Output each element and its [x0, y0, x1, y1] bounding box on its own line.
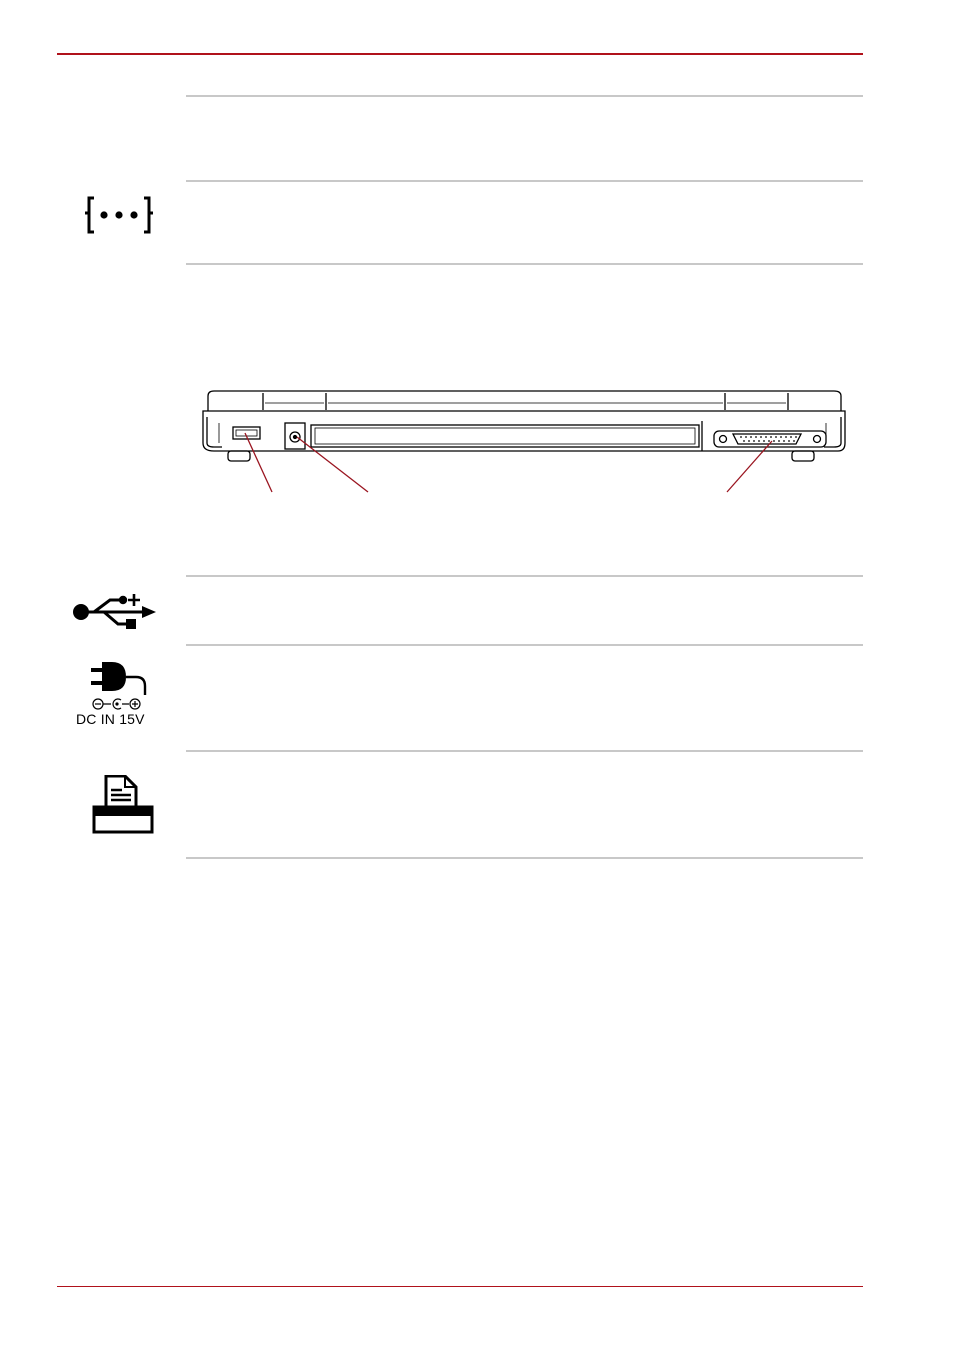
footer-rule — [57, 1286, 863, 1287]
table-rule-bottom — [186, 263, 863, 265]
dc-in-label: DC IN 15V — [76, 711, 145, 727]
bracket-dots-icon — [84, 196, 154, 236]
table-rule — [186, 180, 863, 182]
printer-icon — [92, 775, 154, 835]
port-table-rule — [186, 644, 863, 646]
table-rule-top — [186, 95, 863, 97]
port-table-rule-top — [186, 575, 863, 577]
usb-port-callout — [245, 433, 272, 492]
header-rule — [57, 53, 863, 55]
port-table-rule — [186, 750, 863, 752]
usb-icon — [72, 590, 160, 636]
laptop-back-view-figure — [198, 385, 848, 500]
parallel-port-callout — [727, 441, 772, 492]
port-table-rule-bottom — [186, 857, 863, 859]
dc-in-icon — [82, 660, 158, 712]
dc-in-callout — [297, 437, 368, 492]
